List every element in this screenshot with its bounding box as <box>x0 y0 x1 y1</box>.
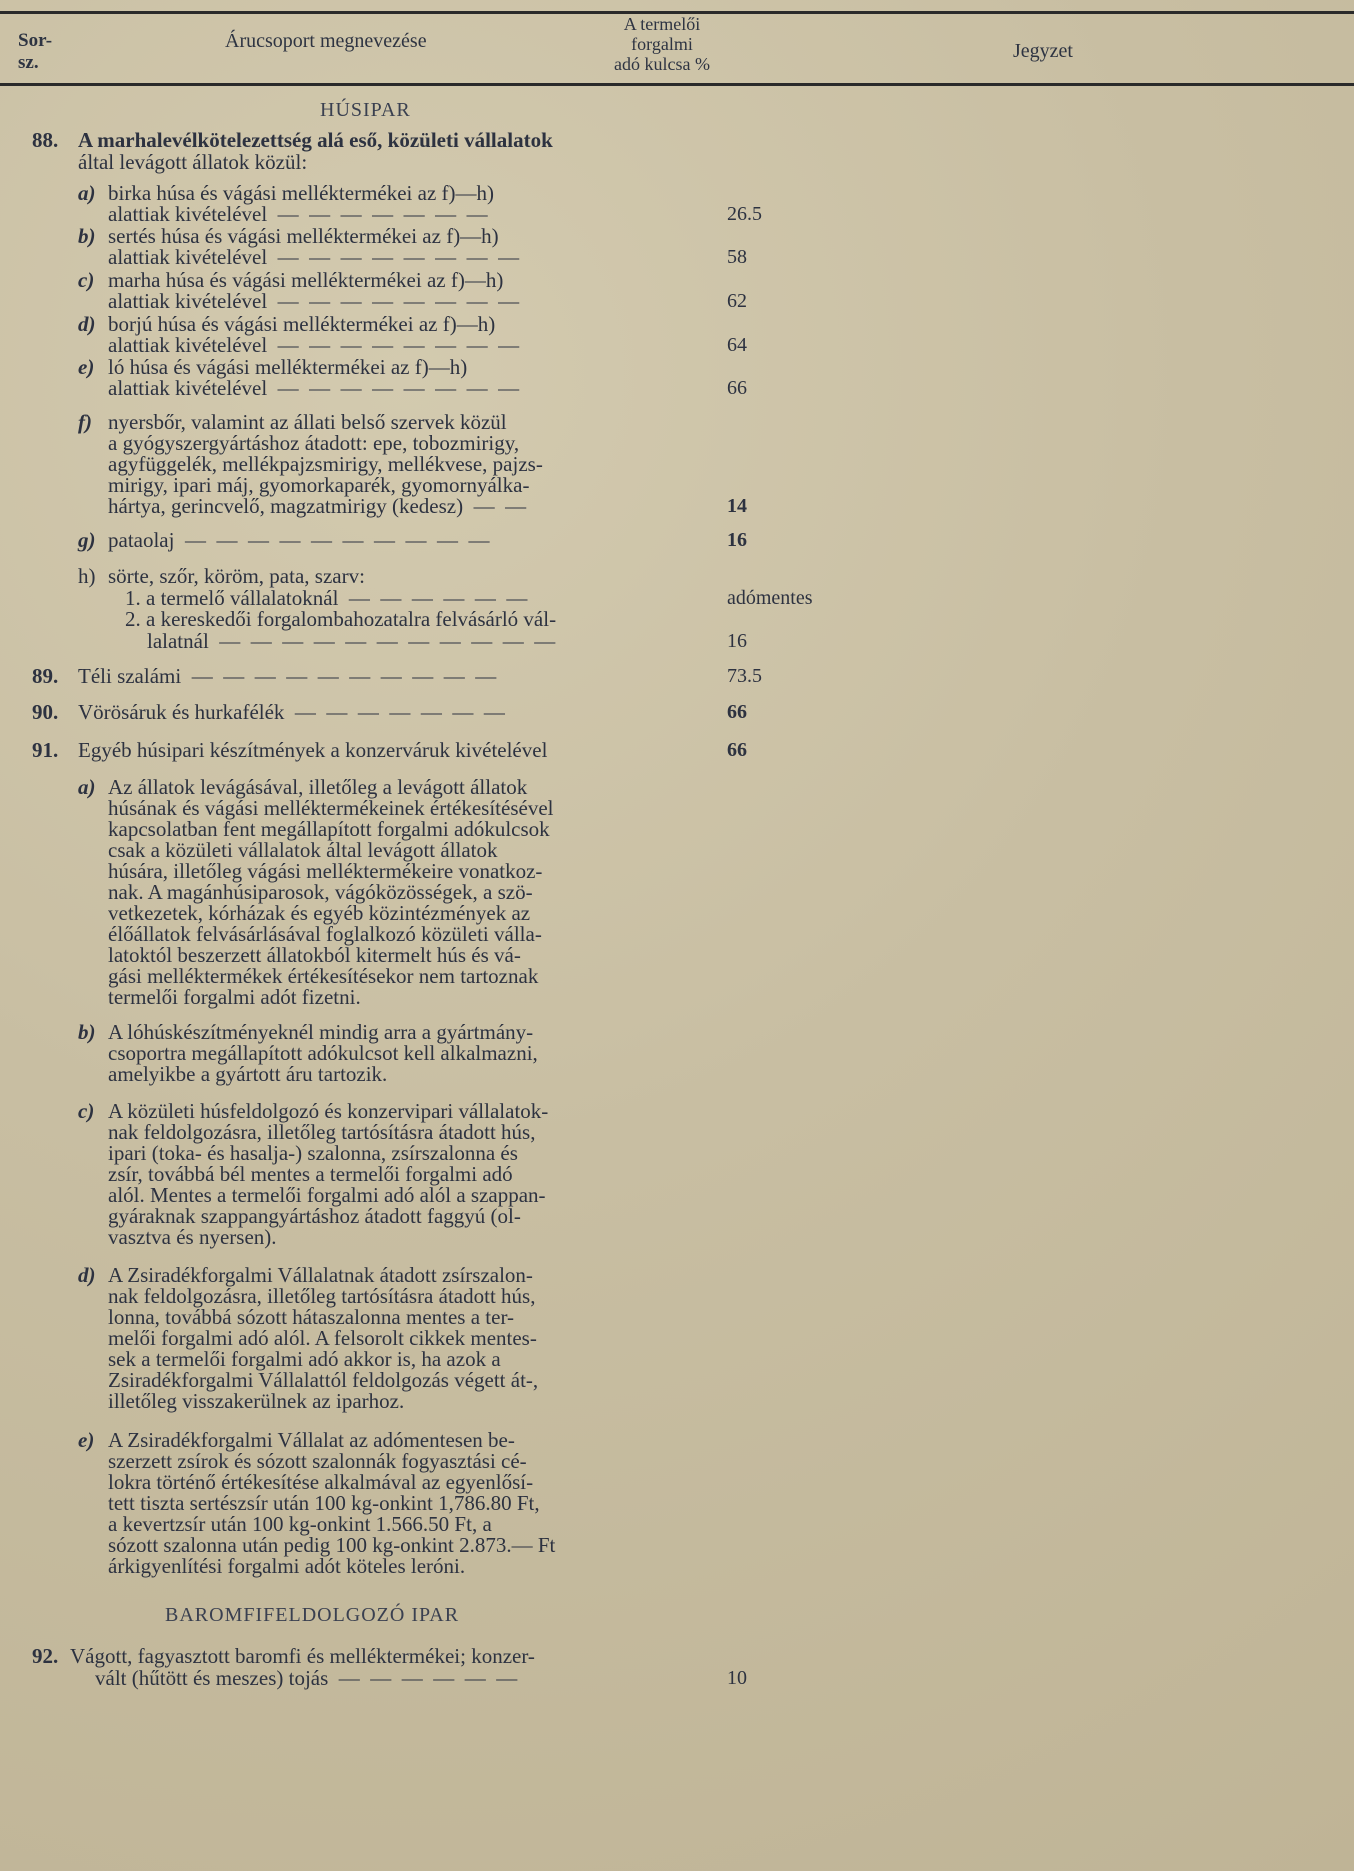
rate-value: 16 <box>727 529 747 551</box>
rate-value: adómentes <box>727 587 813 609</box>
section-title-meat: HÚSIPAR <box>320 99 411 121</box>
note-text: latoktól beszerzett állatokból kitermelt hús és vá- <box>108 943 521 967</box>
note-text: szerzett zsírok és sózott szalonnák fogyasztási cé- <box>108 1449 527 1473</box>
col-note-header: Jegyzet <box>1013 40 1073 62</box>
item-number: 92. <box>32 1644 59 1668</box>
note-text: élőállatok felvásárlásával foglalkozó közületi válla- <box>108 922 542 946</box>
rate-value: 73.5 <box>727 665 762 687</box>
subitem-text: marha húsa és vágási melléktermékei az f)—h) <box>108 268 504 292</box>
note-tag: c) <box>78 1099 95 1123</box>
note-text: húsára, illetőleg vágási melléktermékeire vonatkoz- <box>108 859 543 883</box>
item-text: által levágott állatok közül: <box>78 150 308 174</box>
rate-value: 66 <box>727 377 747 399</box>
note-text: A közületi húsfeldolgozó és konzervipari vállalatok- <box>108 1099 549 1123</box>
rate-value: 62 <box>727 290 747 312</box>
note-text: gási melléktermékek értékesítésekor nem tartoznak <box>108 964 539 988</box>
subitem-text: pataolaj — — — — — — — — — — <box>108 528 490 552</box>
note-text: illetőleg visszakerülnek az iparhoz. <box>108 1389 405 1413</box>
note-text: gyáraknak szappangyártáshoz átadott faggyú (ol- <box>108 1204 521 1228</box>
subitem-text: sörte, szőr, köröm, pata, szarv: <box>108 564 365 588</box>
subitem-text: agyfüggelék, mellékpajzsmirigy, mellékvese, pajzs- <box>108 452 543 476</box>
subitem-tag: c) <box>78 268 95 292</box>
subitem-text: alattiak kivételével — — — — — — — — <box>108 333 520 357</box>
item-text: A marhalevélkötelezettség alá eső, közületi vállalatok <box>78 128 553 152</box>
subitem-tag: h) <box>78 564 96 588</box>
subitem-text: hártya, gerincvelő, magzatmirigy (kedesz) — — <box>108 494 527 518</box>
subitem-text: nyersbőr, valamint az állati belső szervek közül <box>108 410 507 434</box>
note-text: sek a termelői forgalmi adó akkor is, ha azok a <box>108 1347 501 1371</box>
note-text: A Zsiradékforgalmi Vállalatnak átadott zsírszalon- <box>108 1263 533 1287</box>
item-text: Vágott, fagyasztott baromfi és melléktermékei; konzer- <box>70 1644 535 1668</box>
subitem-tag: e) <box>78 355 95 379</box>
rate-value: 66 <box>727 701 747 723</box>
note-text: árkigyenlítési forgalmi adót köteles leróni. <box>108 1554 466 1578</box>
note-text: csoportra megállapított adókulcsot kell alkalmazni, <box>108 1041 538 1065</box>
note-text: tett tiszta sertészsír után 100 kg-onkint 1,786.80 Ft, <box>108 1491 540 1515</box>
note-text: A lóhúskészítményeknél mindig arra a gyártmány- <box>108 1020 534 1044</box>
subitem-text: alattiak kivételével — — — — — — — — <box>108 376 520 400</box>
note-text: alól. Mentes a termelői forgalmi adó alól a szappan- <box>108 1183 546 1207</box>
subitem-text: 2. a kereskedői forgalombahozatalra felvásárló vál- <box>125 607 557 631</box>
note-text: lokra történő értékesítése alkalmával az egyenlősí- <box>108 1470 534 1494</box>
rate-value: 10 <box>727 1667 747 1689</box>
note-text: sózott szalonna után pedig 100 kg-onkint 2.873.— Ft <box>108 1533 556 1557</box>
rate-value: 64 <box>727 334 747 356</box>
note-text: Zsiradékforgalmi Vállalattól feldolgozás végett át-, <box>108 1368 539 1392</box>
col-rate-header: A termelői forgalmi adó kulcsa % <box>614 14 710 74</box>
subitem-text: a gyógyszergyártáshoz átadott: epe, tobozmirigy, <box>108 431 520 455</box>
item-number: 88. <box>32 128 59 152</box>
note-tag: a) <box>78 775 96 799</box>
item-text: Egyéb húsipari készítmények a konzerváruk kivételével <box>78 738 548 762</box>
subitem-tag: g) <box>78 528 96 552</box>
subitem-tag: b) <box>78 224 96 248</box>
subitem-text: birka húsa és vágási melléktermékei az f)—h) <box>108 181 495 205</box>
subitem-text: lalatnál — — — — — — — — — — — <box>147 629 556 653</box>
col-no-header: Sor- sz. <box>18 30 53 73</box>
rate-value: 66 <box>727 739 747 761</box>
subitem-text: borjú húsa és vágási melléktermékei az f)—h) <box>108 312 496 336</box>
note-text: amelyikbe a gyártott áru tartozik. <box>108 1062 388 1086</box>
note-tag: e) <box>78 1428 95 1452</box>
note-text: nak feldolgozásra, illetőleg tartósításra átadott hús, <box>108 1284 536 1308</box>
subitem-text: 1. a termelő vállalatoknál — — — — — — <box>125 586 528 610</box>
item-number: 91. <box>32 738 59 762</box>
note-text: zsír, továbbá bél mentes a termelői forgalmi adó <box>108 1162 513 1186</box>
note-text: csak a közületi vállalatok által levágott állatok <box>108 838 498 862</box>
note-text: melői forgalmi adó alól. A felsorolt cikkek mentes- <box>108 1326 537 1350</box>
subitem-text: alattiak kivételével — — — — — — — — <box>108 289 520 313</box>
item-text: Vörösáruk és hurkafélék — — — — — — — <box>78 700 505 724</box>
note-text: lonna, továbbá sózott hátaszalonna mentes a ter- <box>108 1305 515 1329</box>
subitem-text: ló húsa és vágási melléktermékei az f)—h) <box>108 355 468 379</box>
note-text: termelői forgalmi adót fizetni. <box>108 985 361 1009</box>
col-name-header: Árucsoport megnevezése <box>225 30 427 52</box>
note-text: A Zsiradékforgalmi Vállalat az adómentesen be- <box>108 1428 515 1452</box>
rate-value: 26.5 <box>727 203 762 225</box>
note-text: vetkezetek, kórházak és egyéb közintézmények az <box>108 901 531 925</box>
rate-value: 58 <box>727 246 747 268</box>
note-text: ipari (toka- és hasalja-) szalonna, zsírszalonna és <box>108 1141 518 1165</box>
subitem-tag: a) <box>78 181 96 205</box>
note-text: nak feldolgozásra, illetőleg tartósításra átadott hús, <box>108 1120 536 1144</box>
note-text: kapcsolatban fent megállapított forgalmi adókulcsok <box>108 817 550 841</box>
note-text: húsának és vágási melléktermékeinek értékesítésével <box>108 796 554 820</box>
header-rule <box>0 83 1354 86</box>
item-text: vált (hűtött és meszes) tojás — — — — — — <box>95 1666 518 1690</box>
item-number: 89. <box>32 664 59 688</box>
subitem-text: alattiak kivételével — — — — — — — — <box>108 245 520 269</box>
item-text: Téli szalámi — — — — — — — — — — <box>78 664 497 688</box>
subitem-tag: d) <box>78 312 96 336</box>
note-text: a kevertzsír után 100 kg-onkint 1.566.50 Ft, a <box>108 1512 492 1536</box>
rate-value: 14 <box>727 495 747 517</box>
subitem-tag: f) <box>78 410 92 434</box>
note-tag: d) <box>78 1263 96 1287</box>
rate-value: 16 <box>727 630 747 652</box>
note-text: Az állatok levágásával, illetőleg a levágott állatok <box>108 775 528 799</box>
subitem-text: sertés húsa és vágási melléktermékei az f)—h) <box>108 224 499 248</box>
section-title-poultry: BAROMFIFELDOLGOZÓ IPAR <box>165 1604 460 1626</box>
subitem-text: alattiak kivételével — — — — — — — <box>108 202 488 226</box>
item-number: 90. <box>32 700 59 724</box>
note-text: nak. A magánhúsiparosok, vágóközösségek, a szö- <box>108 880 533 904</box>
subitem-text: mirigy, ipari máj, gyomorkaparék, gyomornyálka- <box>108 473 530 497</box>
note-text: vasztva és nyersen). <box>108 1225 277 1249</box>
note-tag: b) <box>78 1020 96 1044</box>
